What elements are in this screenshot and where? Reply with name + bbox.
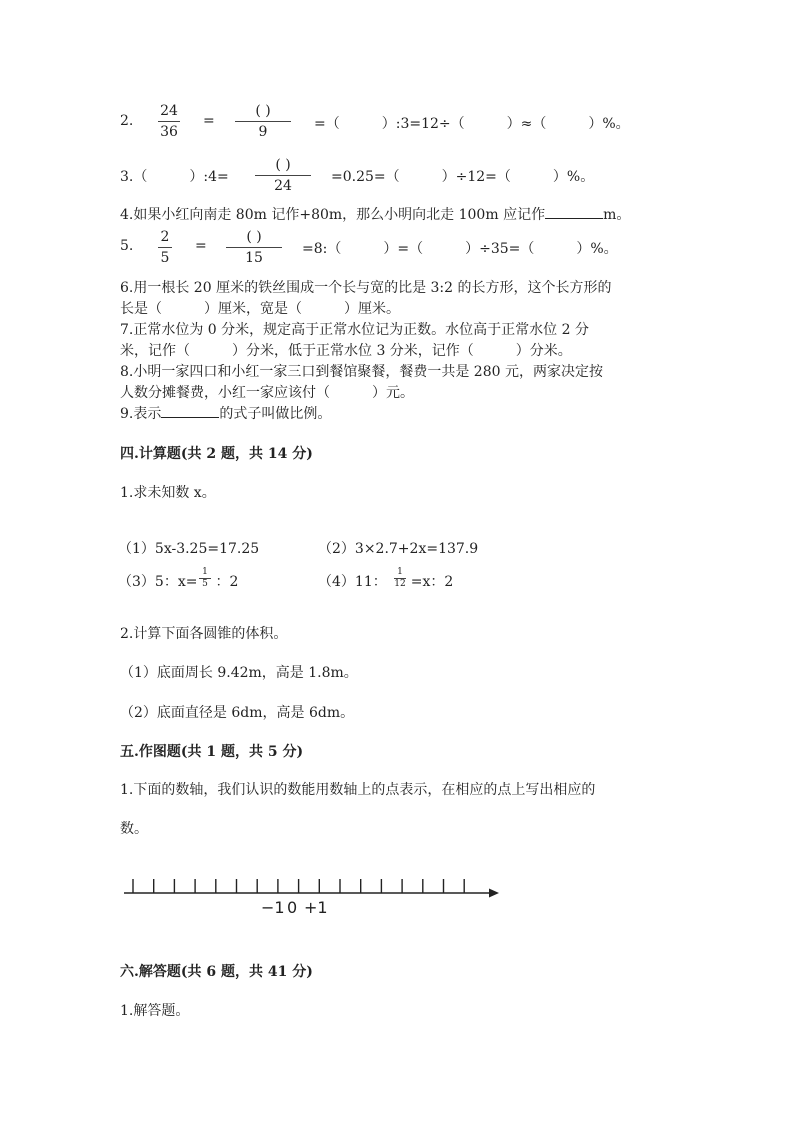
q6-line-1: 6.用一根长 20 厘米的铁丝围成一个长与宽的比是 3:2 的长方形，这个长方形的 xyxy=(120,280,612,296)
section-5-title: 五.作图题(共 1 题，共 5 分) xyxy=(120,744,304,760)
s4-q1-item-3-tail: ：2 xyxy=(215,574,239,590)
s4-q2-item-1: （1）底面周长 9.42m，高是 1.8m。 xyxy=(120,665,358,681)
s6-q1-prompt: 1.解答题。 xyxy=(120,1003,190,1019)
q5-number: 5. xyxy=(120,238,134,254)
s4-q1-item-4-lead: （4）11： xyxy=(318,574,387,590)
q3-frac-numerator: ( ) xyxy=(275,157,291,173)
q9-suffix: 的式子叫做比例。 xyxy=(219,406,332,422)
q4-unit: m。 xyxy=(603,207,631,223)
q5-frac2-denominator: 15 xyxy=(245,250,263,266)
q8-line-2: 人数分摊餐费，小红一家应该付（ ）元。 xyxy=(120,385,414,401)
q7-line-1: 7.正常水位为 0 分米，规定高于正常水位记为正数。水位高于正常水位 2 分 xyxy=(120,322,589,338)
q2-number: 2. xyxy=(120,113,134,129)
q8-line-1: 8.小明一家四口和小红一家三口到餐馆聚餐，餐费一共是 280 元，两家决定按 xyxy=(120,364,603,380)
number-line-ticks xyxy=(133,879,464,893)
q2-frac2-numerator: ( ) xyxy=(255,103,271,119)
s4-q2-prompt: 2.计算下面各圆锥的体积。 xyxy=(120,626,288,642)
q2-frac2-denominator: 9 xyxy=(258,124,268,140)
section-4-title: 四.计算题(共 2 题，共 14 分) xyxy=(120,446,313,462)
q3-frac-denominator: 24 xyxy=(274,178,292,194)
q5-frac1-denominator: 5 xyxy=(160,250,170,266)
q2-frac1-numerator: 24 xyxy=(160,103,178,119)
q7-line-2: 米，记作（ ）分米，低于正常水位 3 分米，记作（ ）分米。 xyxy=(120,343,572,359)
fraction-denominator: 5 xyxy=(202,579,208,589)
q2-equals: = xyxy=(203,113,215,129)
axis-label-minus-one: −1 xyxy=(261,898,285,917)
q5-expression: =8:（ ）=（ ）÷35=（ ）%。 xyxy=(302,241,618,257)
s5-q1-line-2: 数。 xyxy=(120,821,148,837)
fraction-denominator: 12 xyxy=(394,579,406,589)
q5-frac2-numerator: ( ) xyxy=(246,229,262,245)
q3-lead: 3.（ ）:4= xyxy=(120,169,229,185)
s4-q1-item-2: （2）3×2.7+2x=137.9 xyxy=(318,541,479,557)
s4-q1-prompt: 1.求未知数 x。 xyxy=(120,485,216,501)
s4-q1-item-4-tail: =x：2 xyxy=(410,574,454,590)
q4-question: 4.如果小红向南走 80m 记作+80m，那么小明向北走 100m 应记作 xyxy=(120,207,546,223)
q2-expression: =（ ）:3=12÷（ ）≈（ ）%。 xyxy=(314,116,630,132)
q5-equals: = xyxy=(195,238,207,254)
q5-frac1-numerator: 2 xyxy=(160,229,170,245)
q2-frac1-denominator: 36 xyxy=(160,124,178,140)
s4-q2-item-2: （2）底面直径是 6dm，高是 6dm。 xyxy=(120,705,355,721)
s5-q1-line-1: 1.下面的数轴，我们认识的数能用数轴上的点表示，在相应的点上写出相应的 xyxy=(120,782,596,798)
fraction-numerator: 1 xyxy=(202,567,208,577)
s4-q1-item-3-lead: （3）5：x= xyxy=(118,574,198,590)
arrow-right-icon xyxy=(489,889,499,898)
fraction-numerator: 1 xyxy=(397,567,403,577)
q6-line-2: 长是（ ）厘米，宽是（ ）厘米。 xyxy=(120,301,400,317)
section-6-title: 六.解答题(共 6 题，共 41 分) xyxy=(120,964,313,980)
q9-prefix: 9.表示 xyxy=(120,406,162,422)
axis-label-zero: 0 xyxy=(287,898,298,917)
s4-q1-item-1: （1）5x-3.25=17.25 xyxy=(118,541,260,557)
axis-label-plus-one: +1 xyxy=(304,898,328,917)
q3-expression: =0.25=（ ）÷12=（ ）%。 xyxy=(331,169,595,185)
